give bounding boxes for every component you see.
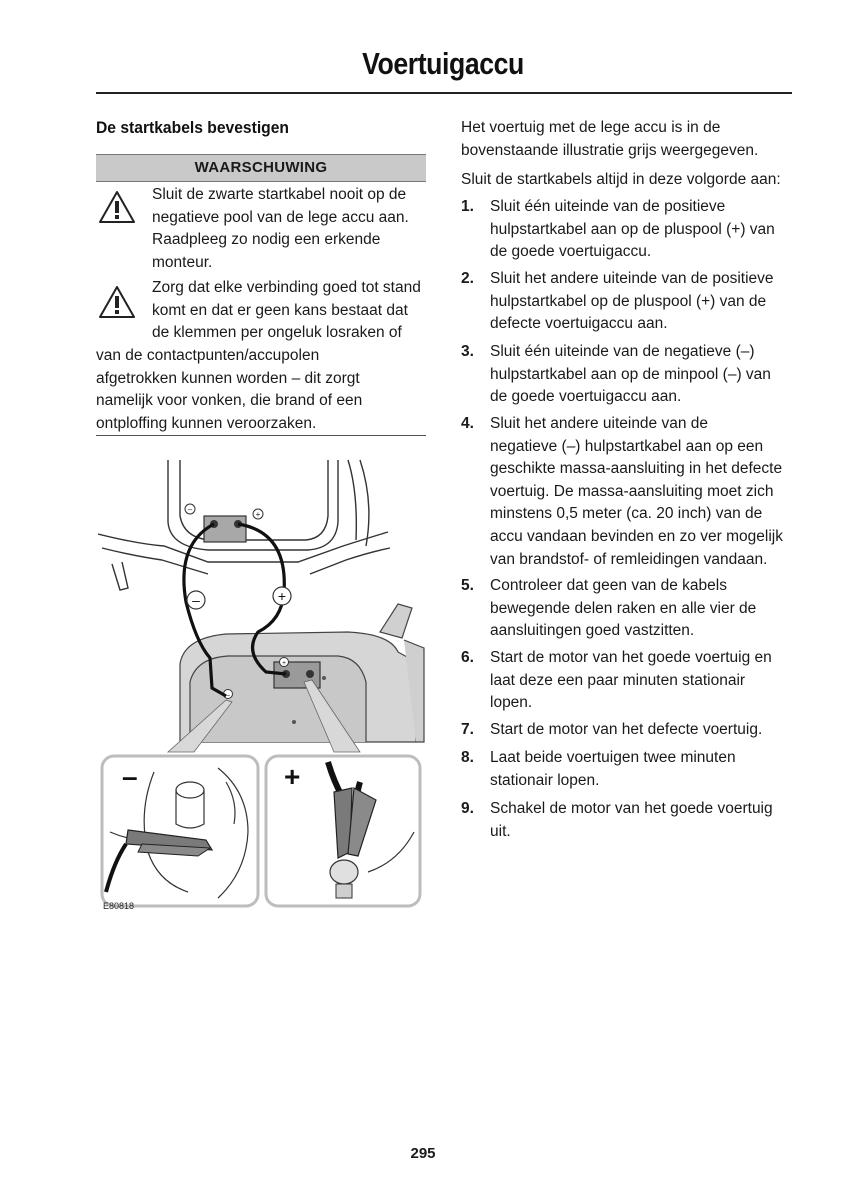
jump-start-illustration xyxy=(98,452,426,914)
warning-triangle-icon xyxy=(98,285,136,319)
step-number: 2. xyxy=(461,270,474,287)
intro-text: Het voertuig met de lege accu is in de bovenstaande illustratie grijs weergegeven. xyxy=(461,119,759,159)
svg-text:+: + xyxy=(284,761,301,792)
page-number: 295 xyxy=(410,1145,436,1162)
svg-text:–: – xyxy=(122,761,138,792)
step-number: 3. xyxy=(461,343,474,360)
page-title: Voertuigaccu xyxy=(362,46,524,81)
svg-text:+: + xyxy=(281,660,287,667)
section-heading: De startkabels bevestigen xyxy=(96,118,289,137)
warning-text-2b: van de contactpunten/accupolen afgetrokken kunnen worden – dit zorgt namelijk voor vonken, die brand of een ontploffing kunnen veroorzaken. xyxy=(96,347,363,432)
step-number: 1. xyxy=(461,198,474,215)
good-battery xyxy=(204,516,246,542)
defective-battery-negative-terminal xyxy=(306,670,314,678)
warning-text-2a: Zorg dat elke verbinding goed tot stand komt en dat er geen kans bestaat dat de klemmen per ongeluk losraken of xyxy=(152,279,421,342)
intro-order: Sluit de startkabels altijd in deze volgorde aan: xyxy=(461,171,781,188)
svg-text:+: + xyxy=(255,510,261,519)
svg-text:–: – xyxy=(192,592,200,608)
step-number: 7. xyxy=(461,721,474,738)
svg-text:–: – xyxy=(187,505,193,514)
figure-id: E80818 xyxy=(103,901,135,911)
svg-text:+: + xyxy=(277,588,287,604)
step-number: 9. xyxy=(461,800,474,817)
step-number: 6. xyxy=(461,649,474,666)
step-number: 4. xyxy=(461,415,474,432)
title-rule xyxy=(96,92,792,94)
step-number: 5. xyxy=(461,577,474,594)
warning-header: WAARSCHUWING xyxy=(96,154,426,182)
svg-text:–: – xyxy=(226,692,230,699)
warning-triangle-icon xyxy=(98,190,136,224)
step-number: 8. xyxy=(461,749,474,766)
warning-bottom-rule xyxy=(96,435,426,436)
warning-text-1: Sluit de zwarte startkabel nooit op de negatieve pool van de lege accu aan. Raadpleeg zo nodig een erkende monteur. xyxy=(152,186,409,271)
